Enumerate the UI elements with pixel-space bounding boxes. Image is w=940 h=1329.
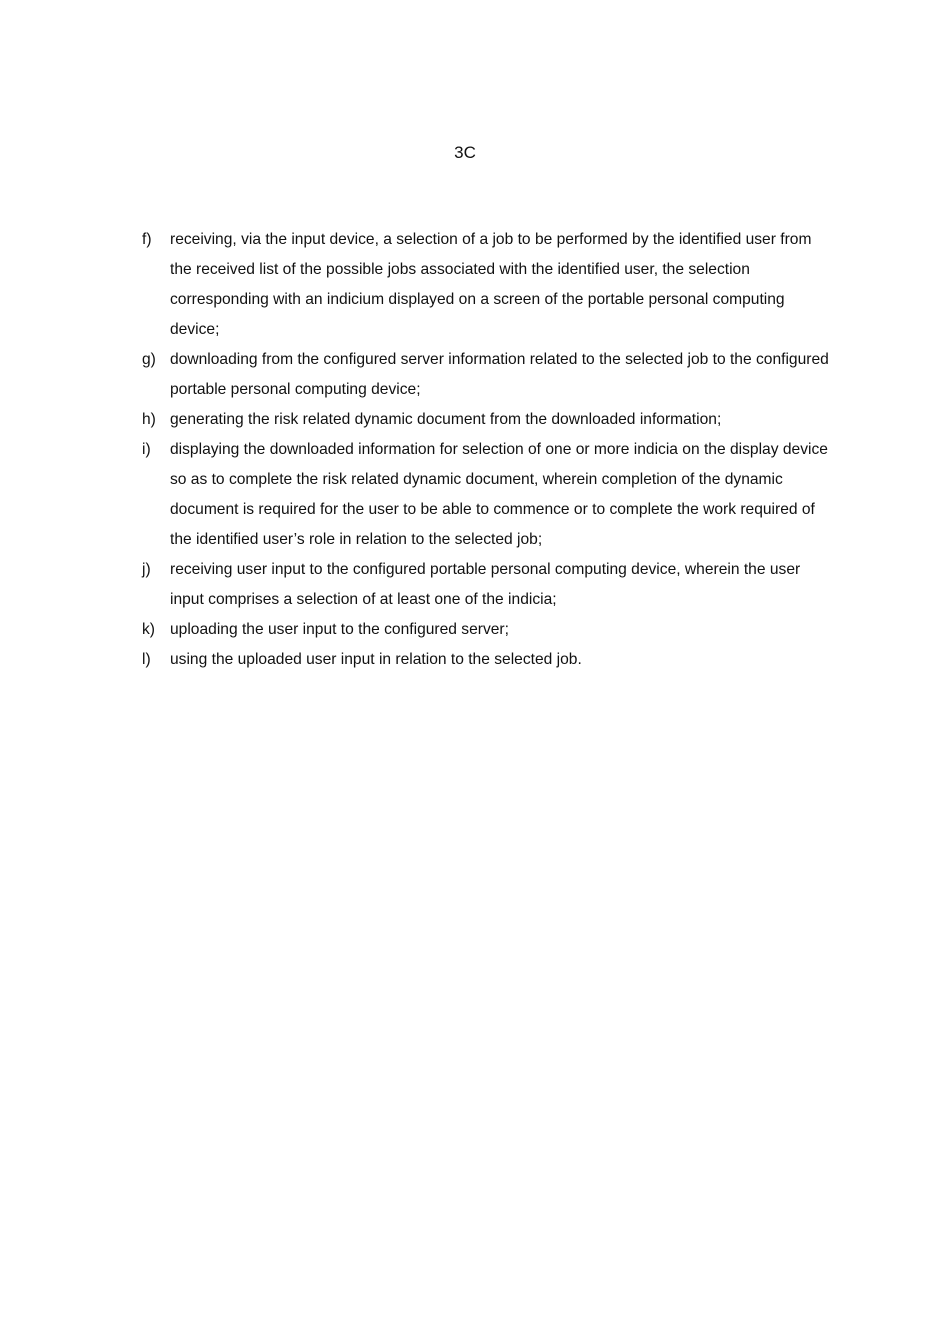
- claim-step-h: [142, 405, 832, 435]
- claim-step-marker: i): [142, 441, 151, 458]
- claim-step-g: [142, 345, 832, 405]
- claim-step-text: using the uploaded user input in relation to the selected job.: [170, 651, 582, 668]
- claim-step-marker: f): [142, 231, 152, 248]
- claim-step-marker: h): [142, 411, 156, 428]
- claim-step-marker: g): [142, 351, 156, 368]
- claim-step-text: displaying the downloaded information for selection of one or more indicia on the display device so as to complete the risk related dynamic document, wherein completion of the dynamic document is required for the user to be able to commence or to complete the work required of the identified user’s role in relation to the selected job;: [170, 441, 828, 548]
- claim-step-j: [142, 555, 832, 615]
- claim-step-k: [142, 615, 832, 645]
- page-number: 3C: [454, 143, 476, 162]
- claim-step-text: receiving, via the input device, a selection of a job to be performed by the identified user from the received list of the possible jobs associated with the identified user, the selection corresponding with an indicium displayed on a screen of the portable personal computing device;: [170, 231, 812, 338]
- claim-step-text: downloading from the configured server information related to the selected job to the configured portable personal computing device;: [170, 351, 829, 398]
- claim-step-i: [142, 435, 832, 555]
- claim-step-text: uploading the user input to the configured server;: [170, 621, 509, 638]
- claim-step-marker: j): [142, 561, 151, 578]
- claim-step-text: generating the risk related dynamic document from the downloaded information;: [170, 411, 722, 428]
- claim-step-text: receiving user input to the configured portable personal computing device, wherein the user input comprises a selection of at least one of the indicia;: [170, 561, 801, 608]
- claim-step-list: [142, 225, 832, 675]
- claim-step-marker: k): [142, 621, 155, 638]
- claim-step-f: [142, 225, 832, 345]
- claim-step-l: [142, 645, 832, 675]
- claim-step-marker: l): [142, 651, 151, 668]
